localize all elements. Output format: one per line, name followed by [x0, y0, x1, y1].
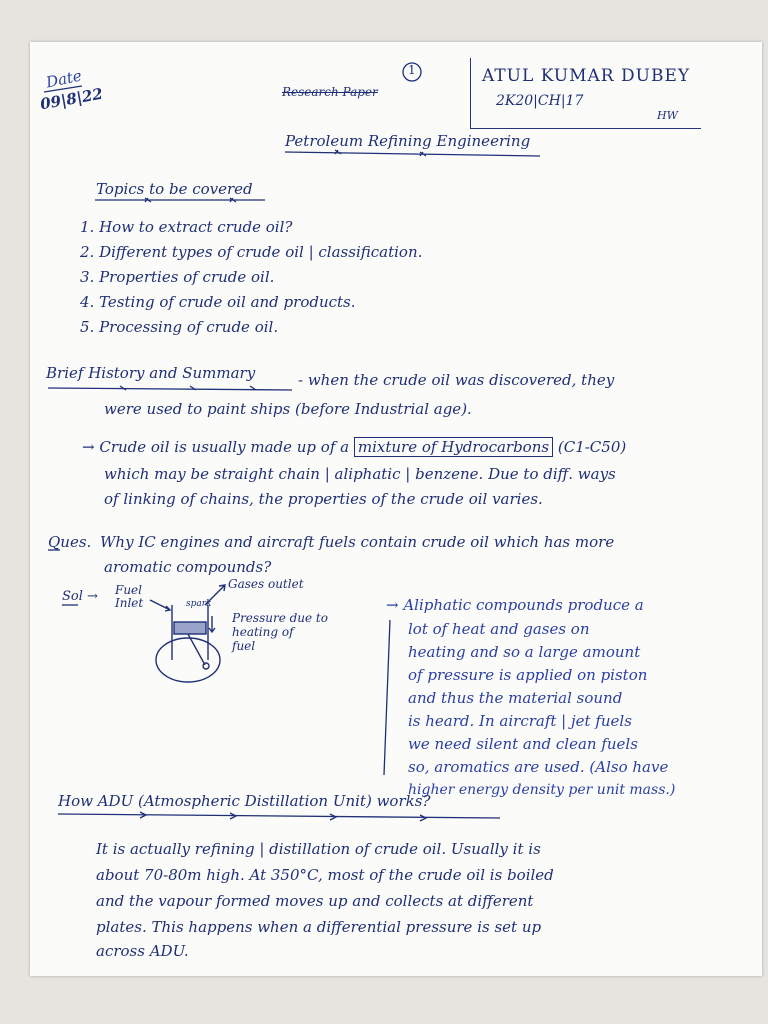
history-line: were used to paint ships (before Industrial age). — [104, 400, 472, 418]
answer-margin-line — [384, 620, 390, 775]
question-label: Ques. — [48, 533, 92, 551]
topic-item: 3. Properties of crude oil. — [80, 268, 275, 286]
question-line: Why IC engines and aircraft fuels contain crude oil which has more — [100, 533, 615, 551]
adu-underline — [58, 814, 500, 818]
pressure-arrow — [209, 616, 215, 632]
composition-line: of linking of chains, the properties of the crude oil varies. — [104, 490, 543, 508]
piston — [174, 622, 206, 634]
answer-line: is heard. In aircraft | jet fuels — [408, 712, 632, 730]
composition-line: which may be straight chain | aliphatic | benzene. Due to diff. ways — [104, 465, 616, 483]
fuel-inlet-arrow — [150, 600, 170, 611]
fuel-inlet-label: Fuel Inlet — [115, 583, 144, 611]
topic-item: 4. Testing of crude oil and products. — [80, 293, 356, 311]
gases-outlet-label: Gases outlet — [228, 577, 304, 591]
date-value: 09|8|22 — [38, 84, 105, 114]
crankcase — [156, 638, 220, 682]
answer-line: and thus the material sound — [408, 689, 623, 707]
spark-label: spark — [186, 599, 212, 609]
question-line: aromatic compounds? — [104, 558, 272, 576]
topics-heading: Topics to be covered — [96, 180, 253, 198]
adu-paragraph-line: plates. This happens when a differential pressure is set up — [96, 918, 542, 936]
author-name: ATUL KUMAR DUBEY — [482, 66, 691, 86]
pressure-note: Pressure due to heating of fuel — [232, 611, 328, 653]
struck-heading: Research Paper — [282, 85, 378, 99]
history-line: - when the crude oil was discovered, they — [298, 371, 615, 389]
answer-line: so, aromatics are used. (Also have — [408, 758, 669, 776]
hw-tag: HW — [657, 109, 678, 122]
answer-line: heating and so a large amount — [408, 643, 641, 661]
adu-paragraph-line: and the vapour formed moves up and collects at different — [96, 892, 534, 910]
hydrocarbon-box: mixture of Hydrocarbons — [354, 437, 553, 457]
answer-line: higher energy density per unit mass.) — [408, 782, 676, 798]
solution-label: Sol → — [62, 589, 98, 604]
title-underline — [285, 152, 540, 156]
adu-paragraph-line: about 70-80m high. At 350°C, most of the crude oil is boiled — [96, 866, 554, 884]
page-title: Petroleum Refining Engineering — [285, 132, 531, 150]
topic-item: 5. Processing of crude oil. — [80, 318, 279, 336]
carbon-range: (C1-C50) — [557, 438, 627, 456]
date-label: Date — [44, 66, 84, 92]
history-heading: Brief History and Summary — [46, 364, 256, 382]
answer-line: lot of heat and gases on — [408, 620, 590, 638]
answer-line: of pressure is applied on piston — [408, 666, 648, 684]
topic-item: 2. Different types of crude oil | classification. — [80, 243, 423, 261]
page-number: 1 — [408, 63, 416, 77]
answer-line: → Aliphatic compounds produce a — [386, 596, 644, 614]
adu-paragraph-line: It is actually refining | distillation of crude oil. Usually it is — [96, 840, 541, 858]
topic-item: 1. How to extract crude oil? — [80, 218, 293, 236]
bullet-text: → Crude oil is usually made up of a — [82, 438, 350, 456]
adu-heading: How ADU (Atmospheric Distillation Unit) works? — [58, 792, 431, 810]
answer-line: we need silent and clean fuels — [408, 735, 638, 753]
composition-bullet — [82, 440, 626, 455]
adu-paragraph-line: across ADU. — [96, 942, 189, 960]
roll-number: 2K20|CH|17 — [496, 93, 584, 109]
